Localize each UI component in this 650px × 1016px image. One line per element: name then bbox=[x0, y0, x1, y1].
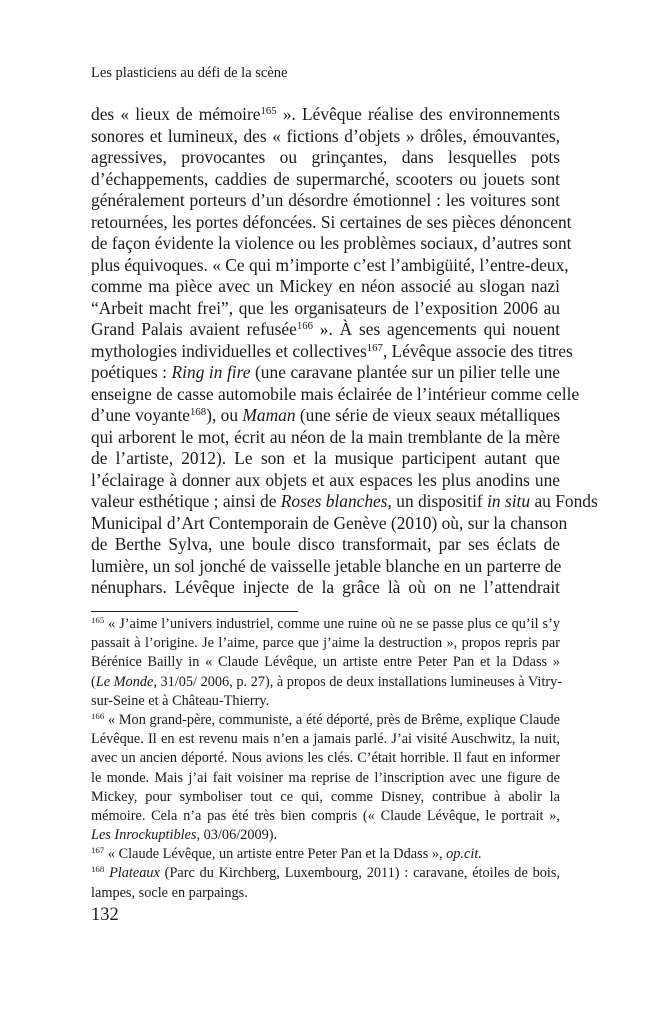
text-run: , un dispositif bbox=[387, 491, 488, 511]
body-text bbox=[91, 104, 598, 599]
footnote-line bbox=[91, 653, 560, 672]
footnote-reference: 166 bbox=[91, 711, 105, 722]
body-line bbox=[91, 405, 560, 427]
italic-title: op.cit. bbox=[446, 846, 482, 863]
text-run: généralement porteurs d’un désordre émotionnel : les voitures sont bbox=[91, 190, 560, 210]
text-run: (une série de vieux seaux métalliques bbox=[295, 405, 561, 425]
text-run: Municipal d’Art Contemporain de Genève (2010) où, sur la chanson bbox=[91, 512, 568, 533]
text-run: “Arbeit macht frei”, que les organisateurs de l’exposition 2006 au bbox=[91, 297, 560, 318]
body-line bbox=[91, 169, 560, 191]
italic-title: Les Inrockuptibles bbox=[91, 827, 197, 844]
text-run: plus équivoques. « Ce qui m’importe c’est l’ambigüité, l’entre-deux, bbox=[91, 254, 569, 275]
text-run: Lévêque. Il en est revenu mais n’en a jamais parlé. J’ai visité Auschwitz, la nuit, bbox=[91, 731, 560, 748]
footnote-reference: 165 bbox=[91, 615, 105, 626]
running-head: Les plasticiens au défi de la scène bbox=[91, 65, 288, 81]
body-line bbox=[91, 556, 560, 578]
footnote-line bbox=[91, 711, 560, 730]
body-line bbox=[91, 233, 572, 255]
text-run: qui arborent le mot, écrit au néon de la main tremblante de la mère bbox=[91, 426, 560, 447]
footnote-reference: 168 bbox=[190, 406, 207, 419]
footnote-reference: 167 bbox=[366, 341, 383, 354]
body-line bbox=[91, 427, 560, 449]
body-line bbox=[91, 211, 572, 234]
text-run: passait à l’origine. Je l’aime, parce que j’aime la destruction », propos repris par bbox=[91, 635, 560, 652]
italic-title: Roses blanches bbox=[280, 491, 388, 511]
footnote-line bbox=[91, 845, 560, 864]
footnote-line bbox=[91, 826, 560, 845]
text-run: comme ma pièce avec un Mickey en néon associé au slogan nazi bbox=[91, 276, 560, 296]
body-line bbox=[91, 470, 560, 492]
footnote-line bbox=[91, 692, 560, 711]
text-run: enseigne de casse automobile mais éclairée de l’intérieur comme celle bbox=[91, 383, 580, 404]
text-run: (Parc du Kirchberg, Luxembourg, 2011) : caravane, étoiles de bois, bbox=[159, 865, 560, 882]
footnote-separator-rule bbox=[91, 611, 298, 612]
text-run: , 31/05/ 2006, p. 27), à propos de deux installations lumineuses à Vitry- bbox=[153, 673, 563, 690]
body-line bbox=[91, 147, 560, 169]
footnote-line bbox=[91, 673, 563, 692]
body-line bbox=[91, 534, 560, 556]
italic-title: in situ bbox=[487, 491, 531, 511]
text-run: le monde. Mais j’ai fait voisiner ma reprise de l’inscription avec une figure de bbox=[91, 769, 560, 786]
body-line bbox=[91, 383, 580, 406]
text-run: agressives, provocantes ou grinçantes, dans lesquelles pots bbox=[91, 147, 560, 167]
text-run: ». Lévêque réalise des environnements bbox=[276, 104, 561, 124]
body-line bbox=[91, 104, 560, 126]
footnote-reference: 168 bbox=[91, 864, 105, 875]
text-run: « Mon grand-père, communiste, a été déporté, près de Brême, explique Claude bbox=[104, 711, 560, 728]
text-run: de l’artiste, 2012). Le son et la musique participent autant que bbox=[91, 448, 560, 468]
footnote-reference: 167 bbox=[91, 845, 105, 856]
footnote-line bbox=[91, 634, 560, 653]
text-run: (une caravane plantée sur un pilier telle une bbox=[250, 362, 560, 382]
italic-title: Maman bbox=[242, 405, 296, 425]
text-run: nénuphars. Lévêque injecte de la grâce là où on ne l’attendrait bbox=[91, 577, 560, 597]
footnote-line bbox=[91, 769, 560, 788]
text-run: mythologies individuelles et collectives bbox=[91, 340, 367, 361]
text-run: d’une voyante bbox=[91, 405, 190, 425]
text-run: « Claude Lévêque, un artiste entre Peter Pan et la Ddass », bbox=[104, 846, 447, 863]
footnote-line bbox=[91, 864, 560, 883]
italic-title: Le Monde bbox=[95, 673, 154, 690]
body-line bbox=[91, 126, 560, 148]
text-run: des « lieux de mémoire bbox=[91, 104, 261, 124]
footnote-line bbox=[91, 807, 560, 826]
text-run: , 03/06/2009). bbox=[196, 827, 278, 844]
text-run: mémoire. Cela n’a pas été très bien compris (« Claude Lévêque, le portrait », bbox=[91, 807, 560, 824]
body-line bbox=[91, 254, 569, 277]
text-run: d’échappements, caddies de supermarché, scooters ou jouets sont bbox=[91, 168, 560, 189]
text-run: Mickey, pour symboliser tout ce qui, comme Disney, contribue à abolir la bbox=[91, 788, 560, 805]
text-run: sur-Seine et à Château-Thierry. bbox=[91, 692, 270, 709]
text-run: valeur esthétique ; ainsi de bbox=[91, 491, 281, 511]
footnote-reference: 165 bbox=[260, 105, 277, 118]
footnotes bbox=[91, 615, 563, 903]
footnote-reference: 166 bbox=[296, 320, 313, 333]
footnote-line bbox=[91, 615, 560, 634]
text-run: Bérénice Bailly in « Claude Lévêque, un artiste entre Peter Pan et la Ddass » bbox=[91, 654, 560, 671]
text-run: avec un ancien déporté. Nous avions les clés. C’était horrible. Il faut en informer bbox=[91, 750, 560, 767]
body-line bbox=[91, 190, 560, 212]
text-run: au Fonds bbox=[530, 491, 598, 511]
text-run: Grand Palais avaient refusée bbox=[91, 319, 297, 339]
body-line bbox=[91, 276, 560, 298]
footnote-line bbox=[91, 730, 560, 749]
text-run: « J’aime l’univers industriel, comme une ruine où ne se passe plus ce qu’il s’y bbox=[104, 616, 560, 632]
text-run: de Berthe Sylva, une boule disco transformait, par ses éclats de bbox=[91, 534, 560, 554]
text-run: ), ou bbox=[206, 405, 243, 425]
body-line bbox=[91, 491, 598, 513]
text-run: lumière, un sol jonché de vaisselle jetable blanche en un parterre de bbox=[91, 555, 562, 576]
text-run: sonores et lumineux, des « fictions d’objets » drôles, émouvantes, bbox=[91, 125, 560, 146]
page-number: 132 bbox=[91, 905, 119, 925]
body-line bbox=[91, 577, 560, 599]
body-line bbox=[91, 340, 573, 363]
text-run: poétiques : bbox=[91, 362, 172, 382]
footnote-line bbox=[91, 884, 560, 903]
text-run: ( bbox=[91, 673, 96, 690]
text-run: , Lévêque associe des titres bbox=[382, 340, 573, 361]
text-run: retournées, les portes défoncées. Si certaines de ses pièces dénoncent bbox=[91, 211, 572, 232]
text-run: de façon évidente la violence ou les problèmes sociaux, d’autres sont bbox=[91, 233, 572, 253]
body-line bbox=[91, 362, 560, 384]
footnote-line bbox=[91, 788, 560, 807]
body-line bbox=[91, 319, 560, 341]
body-line bbox=[91, 298, 560, 320]
body-line bbox=[91, 512, 568, 535]
body-line bbox=[91, 448, 560, 470]
text-run: lampes, socle en parpaings. bbox=[91, 884, 248, 901]
text-run: l’éclairage à donner aux objets et aux espaces les plus anodins une bbox=[91, 469, 560, 490]
text-run: ». À ses agencements qui nouent bbox=[312, 319, 560, 339]
italic-title: Plateaux bbox=[109, 865, 160, 882]
italic-title: Ring in fire bbox=[171, 362, 251, 382]
footnote-line bbox=[91, 749, 560, 768]
